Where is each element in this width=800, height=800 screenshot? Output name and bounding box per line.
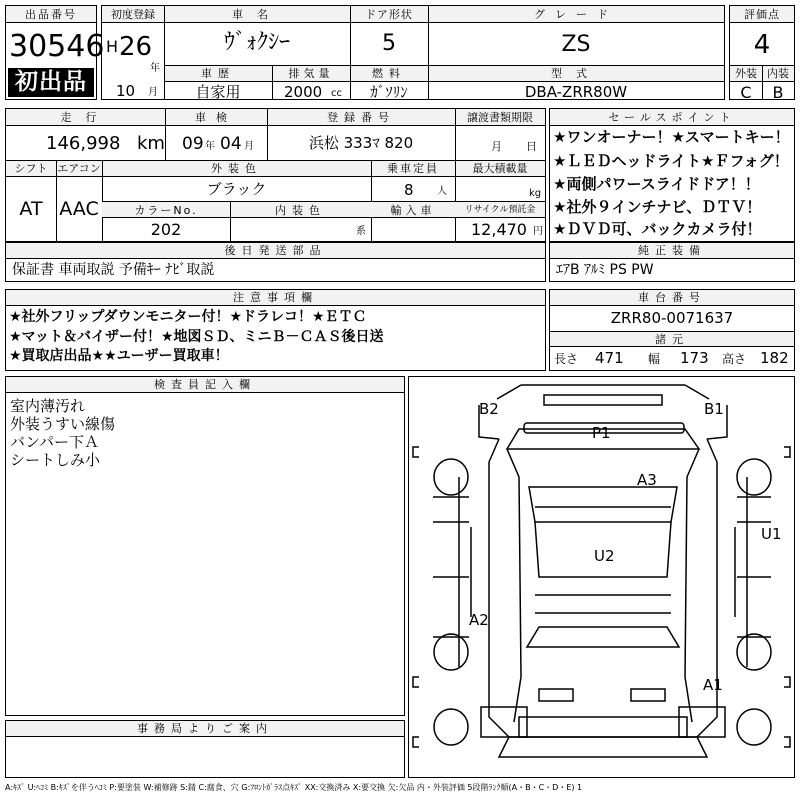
details-grid (5, 108, 546, 242)
inspector-label: 検査員記入欄 (154, 378, 256, 391)
inspection-year: 09 (182, 134, 204, 154)
kg-unit: kg (529, 188, 542, 199)
int-grade-label: 内装 (767, 67, 789, 80)
capacity: 8 (404, 181, 414, 199)
inspection-month: 04 (220, 134, 242, 154)
capacity-label: 乗車定員 (387, 162, 439, 175)
mark-b2: B2 (479, 400, 499, 418)
notice-line: ★買取店出品★★ユーザー買取車！ (9, 348, 229, 364)
score-label: 評価点 (744, 8, 780, 21)
chassis-box (549, 289, 795, 371)
color-no: 202 (150, 220, 182, 239)
grade: ZS (561, 32, 591, 57)
transfer-label: 譲渡書類期限 (467, 111, 533, 124)
int-color-unit: 系 (356, 226, 366, 237)
sales-line: ★社外９インチナビ、ＤＴＶ！ (553, 198, 762, 216)
office-label: 事務局よりご案内 (137, 722, 273, 735)
mark-a3: A3 (637, 471, 657, 489)
sales-line: ★ＤＶＤ可、バックカメラ付！ (553, 220, 762, 238)
equipment-value: ｴｱB ｱﾙﾐ PS PW (556, 262, 654, 278)
mileage-label: 走行 (60, 111, 111, 124)
door-label: ドア形状 (365, 8, 413, 21)
sales-line: ★両側パワースライドドア！！ (553, 175, 760, 193)
model-label: 型式 (551, 67, 601, 80)
shift: AT (19, 198, 43, 220)
sales-points (549, 108, 795, 242)
inspector-note: 外装うすい線傷 (10, 415, 116, 433)
vehicle-header (101, 5, 725, 100)
fuel: ｶﾞｿﾘﾝ (370, 83, 408, 101)
grade-label: グレード (534, 8, 618, 21)
office-notice (5, 720, 405, 778)
inspector-notes (5, 376, 405, 716)
mark-u1: U1 (761, 525, 782, 543)
lot-number-box (5, 5, 105, 100)
era: H (106, 37, 119, 56)
month-unit: 月 (148, 87, 158, 98)
length: 471 (595, 349, 624, 367)
plate: 浜松 333ﾏ 820 (308, 134, 414, 152)
dims-label: 諸元 (655, 333, 689, 346)
length-label: 長さ (554, 352, 579, 366)
color-label: 外装色 (211, 162, 262, 175)
int-color-label: 内装色 (275, 204, 326, 217)
car-name-label: 車名 (232, 8, 282, 21)
displacement: 2000 (284, 83, 323, 101)
max-load-label: 最大積載量 (472, 162, 528, 175)
inspection-month-unit: 月 (244, 141, 254, 152)
ac-label: エアコン (57, 162, 101, 175)
chassis-number: ZRR80-0071637 (610, 309, 734, 327)
transfer-day-unit: 日 (526, 140, 537, 153)
mileage: 146,998 (46, 133, 121, 154)
score-box (729, 5, 795, 100)
height-label: 高さ (722, 352, 747, 366)
first-reg-label: 初度登録 (111, 8, 155, 21)
notice-line: ★社外フリップダウンモニター付！★ドラレコ！★ＥＴＣ (9, 309, 367, 325)
cc-unit: cc (331, 88, 342, 99)
inspection-year-unit: 年 (205, 141, 215, 152)
followup-label: 後日発送部品 (224, 244, 327, 257)
ext-grade: C (740, 83, 752, 102)
mark-p1: P1 (592, 424, 611, 442)
mark-u2: U2 (594, 547, 615, 565)
fuel-label: 燃料 (372, 67, 406, 80)
sales-line: ★ワンオーナー！★スマートキー！ (553, 128, 790, 146)
int-grade: B (772, 83, 784, 102)
width-label: 幅 (648, 352, 661, 366)
km-unit: km (137, 133, 165, 154)
model-code: DBA-ZRR80W (524, 83, 628, 101)
car-name: ｳﾞｫｸｼｰ (223, 30, 290, 55)
capacity-unit: 人 (437, 186, 447, 197)
displacement-label: 排気量 (288, 67, 334, 80)
reg-month: 10 (116, 82, 136, 100)
sales-line: ★ＬＥＤヘッドライト★Ｆフォグ！ (553, 152, 789, 170)
history-label: 車歴 (201, 67, 235, 80)
followup-parts (5, 242, 546, 282)
equipment-label: 純正装備 (638, 244, 706, 257)
import-label: 輸入車 (390, 204, 436, 217)
original-equipment (549, 242, 795, 282)
inspection-label: 車検 (195, 111, 237, 124)
history: 自家用 (195, 83, 241, 101)
color: ブラック (206, 180, 267, 198)
damage-diagram (408, 376, 795, 778)
followup-value: 保証書 車両取説 予備ｷｰ ﾅﾋﾞ取説 (12, 262, 215, 278)
mark-a1: A1 (703, 676, 723, 694)
height: 182 (760, 349, 789, 367)
sales-points-label: セールスポイント (608, 111, 736, 124)
plate-label: 登録番号 (327, 111, 395, 124)
shift-label: シフト (14, 162, 48, 175)
mark-a2: A2 (469, 611, 489, 629)
legend: A:ｷｽﾞ U:ﾍｺﾐ B:ｷｽﾞを伴うﾍｺﾐ P:要塗装 W:補修跡 S:錆 C:腐食、穴 G:ﾌﾛﾝﾄｶﾞﾗｽ点ｷｽﾞ XX:交換済み X:要交換 欠:欠品 内・外装評価 5段階ﾗﾝｸ順(A・B・C・D・E) 1 (5, 783, 583, 792)
mark-b1: B1 (704, 400, 724, 418)
recycle-fee: 12,470 (471, 220, 527, 239)
notices (5, 289, 546, 371)
inspector-note: 室内薄汚れ (10, 397, 86, 415)
first-listing-badge: 初出品 (8, 68, 94, 97)
recycle-label: リサイクル預託金 (464, 205, 536, 215)
lot-number-label: 出品番号 (25, 8, 77, 21)
inspector-note: シートしみ小 (10, 451, 101, 469)
year-unit: 年 (150, 63, 160, 74)
transfer-month-unit: 月 (491, 140, 502, 153)
score: 4 (753, 30, 771, 60)
notice-line: ★マット＆バイザー付！★地図ＳＤ、ミニＢ－ＣＡＳ後日送 (9, 329, 384, 345)
doors: 5 (382, 31, 396, 56)
color-no-label: カラーNo. (134, 204, 198, 217)
reg-year: 26 (119, 32, 153, 62)
lot-number: 30546 (9, 29, 105, 64)
width: 173 (680, 349, 709, 367)
notices-label: 注意事項欄 (233, 291, 318, 304)
inspector-note: バンパー下Ａ (10, 433, 99, 451)
ext-grade-label: 外装 (735, 67, 757, 80)
chassis-label: 車台番号 (638, 291, 706, 304)
ac: AAC (59, 198, 99, 220)
yen-unit: 円 (533, 226, 543, 237)
